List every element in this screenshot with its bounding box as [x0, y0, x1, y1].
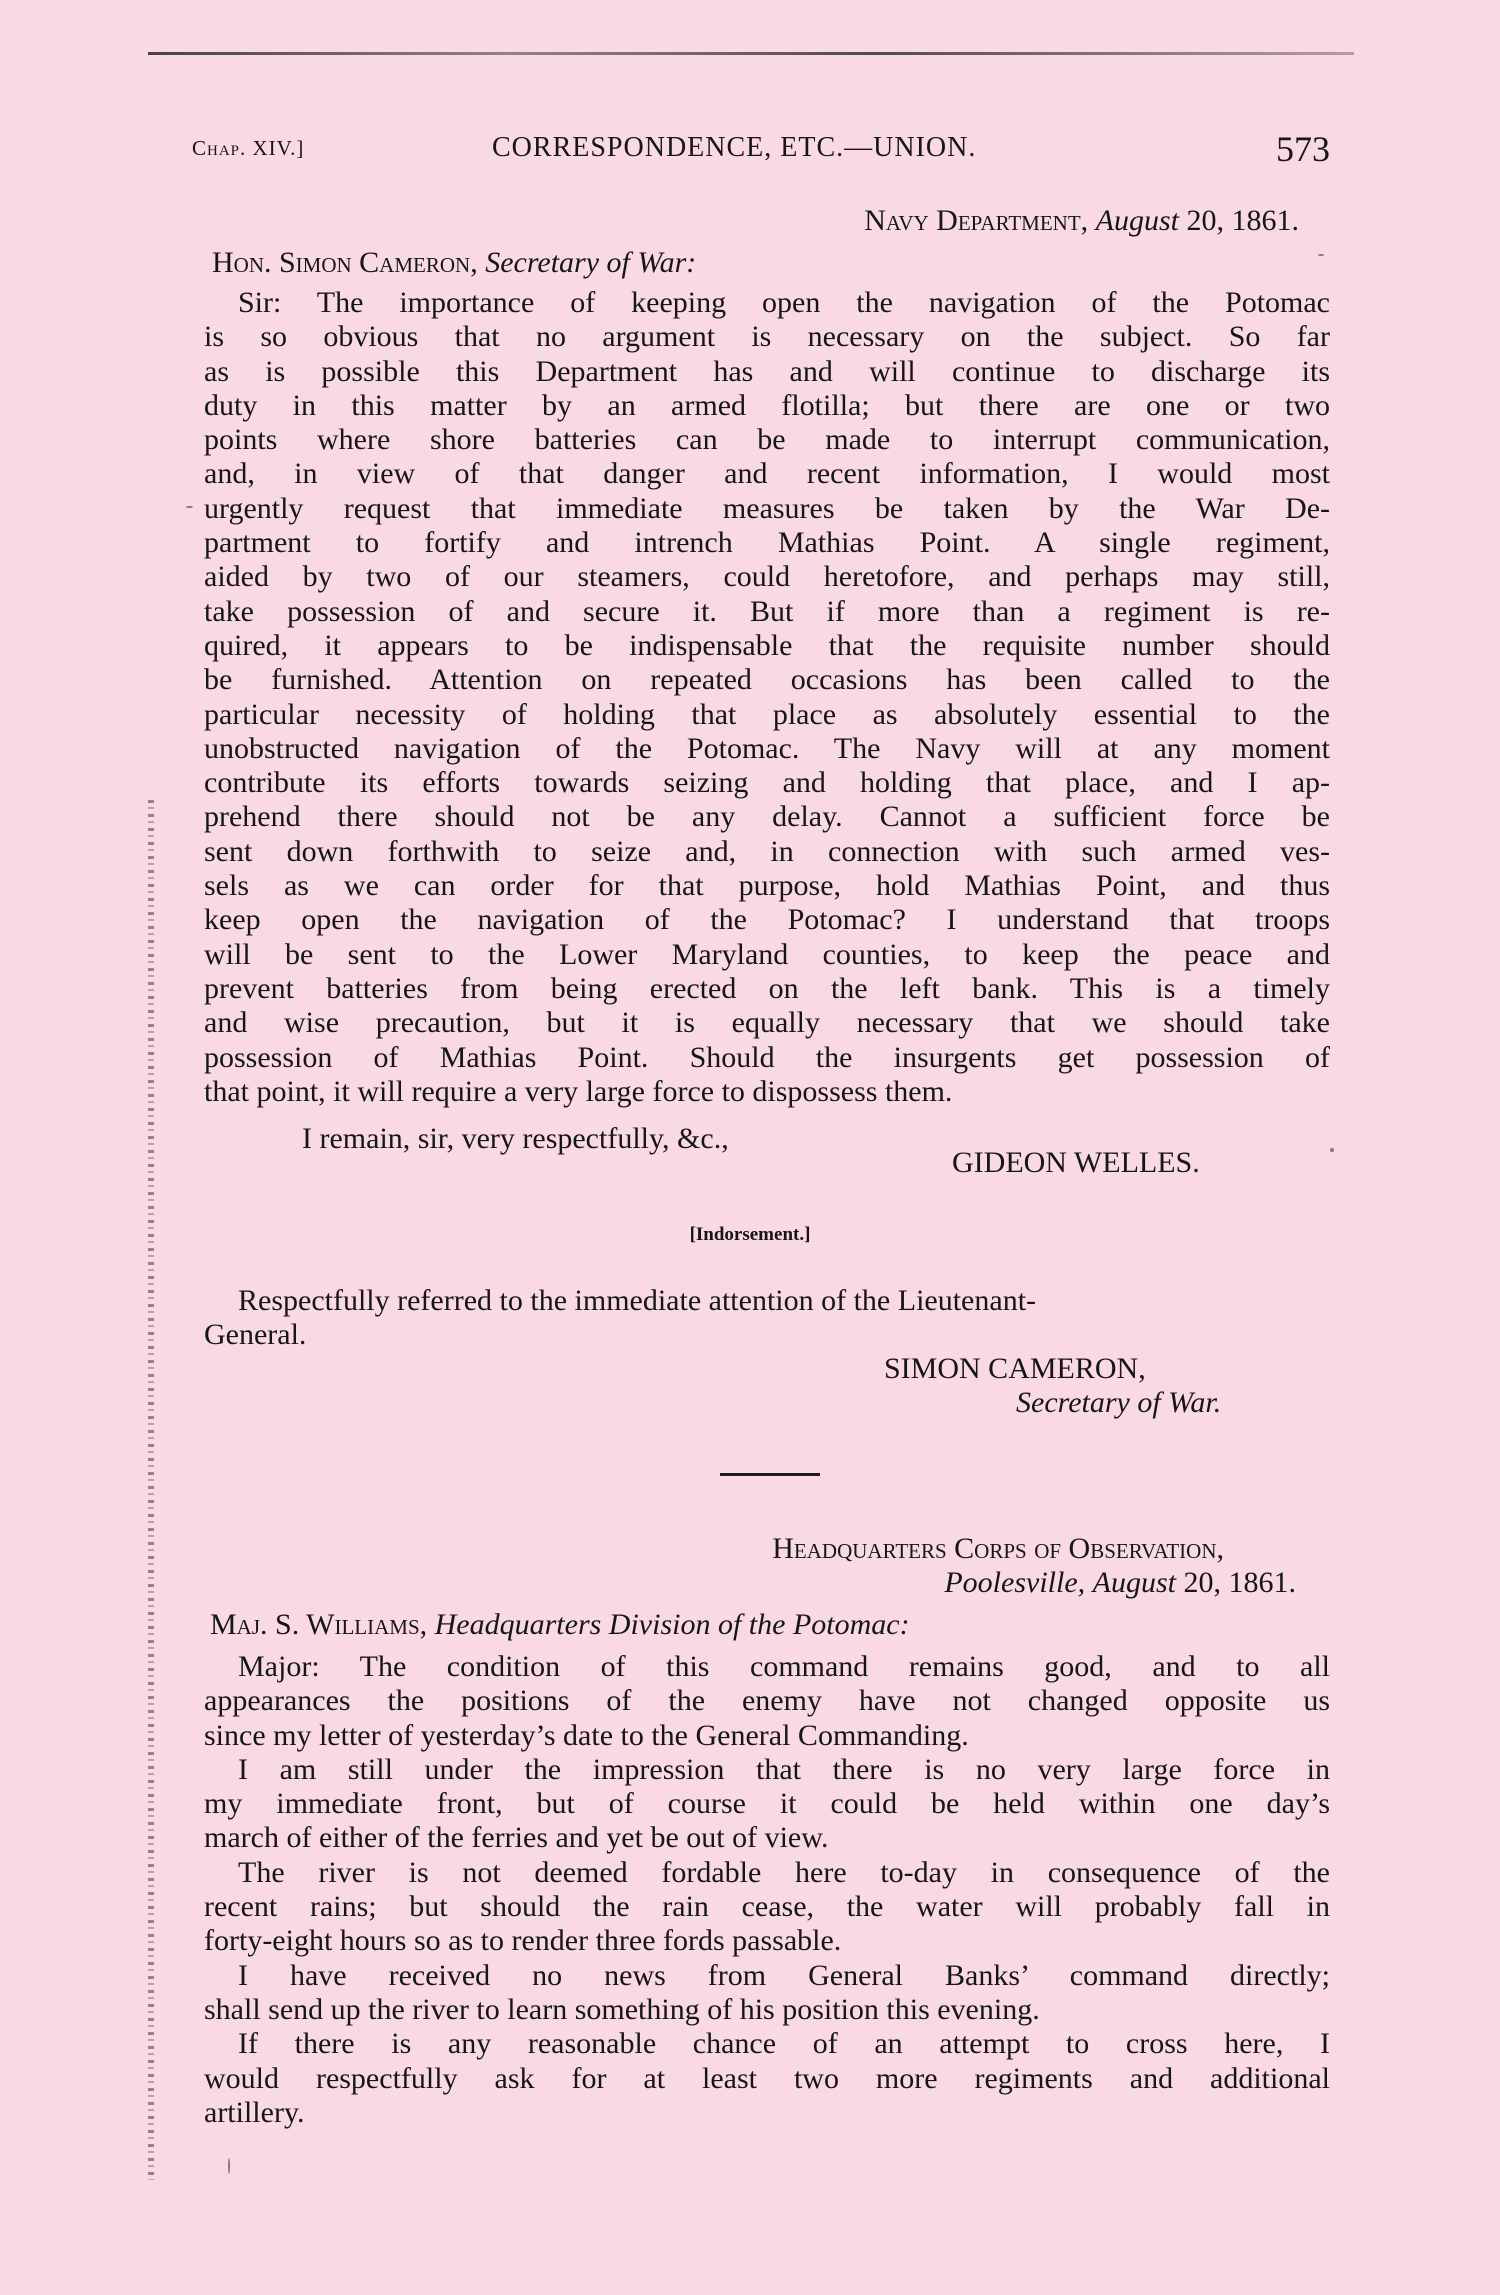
text-line: I am still under the impression that there is no very large force in	[238, 1752, 1330, 1786]
letter1-recipient: Hon. Simon Cameron,	[212, 246, 478, 279]
text-line: that point, it will require a very large force to dispossess them.	[204, 1074, 953, 1108]
indorsement-signature-title: Secretary of War.	[1016, 1386, 1222, 1419]
letter1-date-month: August	[1095, 204, 1179, 237]
letter1-salutation	[212, 246, 696, 280]
chapter-label: Chap. XIV.]	[192, 136, 305, 160]
text-line: forty-eight hours so as to render three fords passable.	[204, 1924, 842, 1958]
letter2-recipient-title: Headquarters Division of the Potomac:	[434, 1608, 910, 1641]
text-line: possession of Mathias Point. Should the insurgents get possession of	[204, 1040, 1330, 1074]
text-line: Sir: The importance of keeping open the navigation of the Potomac	[238, 286, 1330, 319]
scan-speck	[1318, 254, 1324, 256]
text-line: If there is any reasonable chance of an attempt to cross here, I	[238, 2027, 1330, 2061]
text-line: points where shore batteries can be made to interrupt communication,	[204, 423, 1330, 457]
letter1-body	[204, 286, 1330, 1109]
text-line: my immediate front, but of course it could be held within one day’s	[204, 1787, 1330, 1821]
text-line: and wise precaution, but it is equally necessary that we should take	[204, 1006, 1330, 1040]
letter2-date-month: August	[1092, 1566, 1176, 1599]
section-divider	[720, 1473, 820, 1476]
text-line: and, in view of that danger and recent information, I would most	[204, 457, 1330, 491]
text-line: will be sent to the Lower Maryland counties, to keep the peace and	[204, 937, 1330, 971]
indorsement-label: [Indorsement.]	[689, 1224, 811, 1245]
page-header	[192, 129, 1330, 172]
text-line: shall send up the river to learn something of his position this evening.	[204, 1992, 1040, 2026]
letter1-closing: I remain, sir, very respectfully, &c.,	[302, 1122, 729, 1155]
running-title: CORRESPONDENCE, ETC.—UNION.	[492, 132, 977, 163]
scan-edge-top	[148, 52, 1354, 55]
text-line: urgently request that immediate measures be taken by the War De-	[204, 491, 1330, 525]
letter1-dateline	[192, 204, 1299, 238]
letter2-date-rest: 20, 1861.	[1183, 1566, 1296, 1599]
scan-speck	[1330, 1148, 1334, 1152]
letter2-dateline-line1: Headquarters Corps of Observation,	[772, 1532, 1224, 1565]
text-line: I have received no news from General Banks’ command directly;	[238, 1958, 1330, 1992]
letter1-sender: Navy Department,	[864, 204, 1089, 237]
text-line: The river is not deemed fordable here to-day in consequence of the	[238, 1855, 1330, 1889]
page-number: 573	[1276, 129, 1330, 169]
text-line: artillery.	[204, 2095, 305, 2129]
letter1-signature: GIDEON WELLES.	[952, 1146, 1200, 1179]
text-line: march of either of the ferries and yet be out of view.	[204, 1821, 829, 1855]
text-line: contribute its efforts towards seizing and holding that place, and I ap-	[204, 766, 1330, 800]
text-line: is so obvious that no argument is necessary on the subject. So far	[204, 320, 1330, 354]
text-line: duty in this matter by an armed flotilla; but there are one or two	[204, 388, 1330, 422]
letter1-date-rest: 20, 1861.	[1186, 204, 1299, 237]
scan-speck	[186, 506, 193, 508]
indorsement-line: Respectfully referred to the immediate attention of the Lieutenant-	[238, 1284, 1037, 1317]
text-line: would respectfully ask for at least two more regiments and additional	[204, 2061, 1330, 2095]
text-line: take possession of and secure it. But if more than a regiment is re-	[204, 594, 1330, 628]
text-line: recent rains; but should the rain cease, the water will probably fall in	[204, 1890, 1330, 1924]
text-line: sent down forthwith to seize and, in connection with such armed ves-	[204, 834, 1330, 868]
letter2-place: Poolesville,	[944, 1566, 1086, 1599]
text-line: be furnished. Attention on repeated occasions has been called to the	[204, 663, 1330, 697]
scan-speck	[228, 2158, 230, 2174]
text-line: partment to fortify and intrench Mathias Point. A single regiment,	[204, 526, 1330, 560]
text-line: quired, it appears to be indispensable that the requisite number should	[204, 628, 1330, 662]
text-line: appearances the positions of the enemy have not changed opposite us	[204, 1684, 1330, 1718]
text-line: as is possible this Department has and will continue to discharge its	[204, 354, 1330, 388]
text-line: particular necessity of holding that place as absolutely essential to the	[204, 697, 1330, 731]
text-line: unobstructed navigation of the Potomac. The Navy will at any moment	[204, 731, 1330, 765]
text-line: since my letter of yesterday’s date to the General Commanding.	[204, 1718, 969, 1752]
text-line: Major: The condition of this command remains good, and to all	[238, 1650, 1330, 1683]
indorsement-line: General.	[204, 1318, 307, 1352]
scan-edge-left	[148, 800, 154, 2180]
text-line: sels as we can order for that purpose, hold Mathias Point, and thus	[204, 869, 1330, 903]
indorsement-body	[204, 1284, 1330, 1353]
text-line: keep open the navigation of the Potomac? I understand that troops	[204, 903, 1330, 937]
letter1-recipient-title: Secretary of War:	[485, 246, 697, 279]
letter2-dateline-line2	[192, 1566, 1296, 1600]
letter2-salutation	[210, 1608, 910, 1642]
text-line: aided by two of our steamers, could heretofore, and perhaps may still,	[204, 560, 1330, 594]
text-line: prevent batteries from being erected on the left bank. This is a timely	[204, 971, 1330, 1005]
indorsement-signature: SIMON CAMERON,	[884, 1352, 1146, 1385]
text-line: prehend there should not be any delay. Cannot a sufficient force be	[204, 800, 1330, 834]
letter2-body	[204, 1650, 1330, 2130]
letter2-recipient: Maj. S. Williams,	[210, 1608, 428, 1641]
